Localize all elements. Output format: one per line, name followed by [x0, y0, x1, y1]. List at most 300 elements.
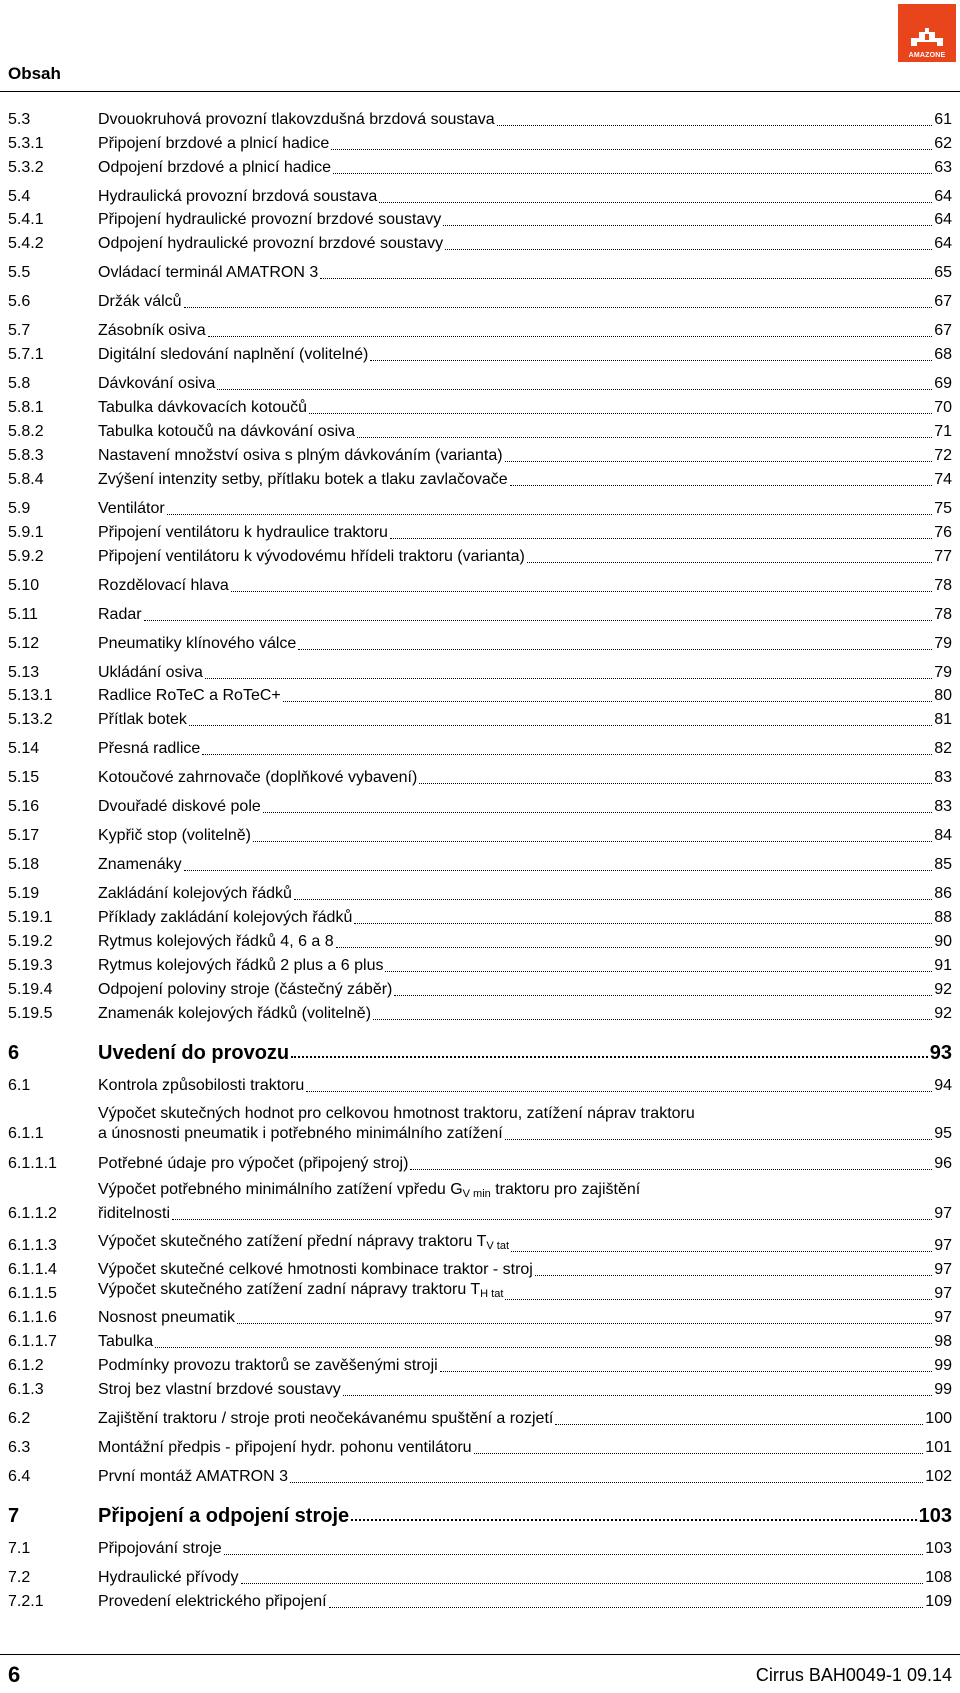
toc-entry-number: 5.16 — [8, 798, 40, 815]
toc-entry-number: 5.8.4 — [8, 471, 44, 488]
toc-entry[interactable] — [0, 1100, 960, 1144]
toc-entry-page: 81 — [934, 711, 952, 728]
toc-entry[interactable] — [0, 739, 960, 759]
toc-entry-page: 86 — [934, 885, 952, 902]
toc-entry-title-text: Připojení hydraulické provozní brzdové soustavy — [98, 211, 442, 228]
toc-entry-page: 62 — [934, 135, 952, 152]
toc-dot-leader — [385, 971, 932, 972]
toc-entry-title-text: Výpočet skutečného zatížení zadní nápravy traktoru T — [98, 1281, 481, 1298]
toc-entry-page: 64 — [934, 211, 952, 228]
toc-entry[interactable] — [0, 1380, 960, 1400]
toc-entry-page: 67 — [934, 322, 952, 339]
toc-dot-leader — [370, 360, 932, 361]
toc-entry-page: 67 — [934, 293, 952, 310]
toc-entry-page: 76 — [934, 524, 952, 541]
toc-entry-page: 68 — [934, 346, 952, 363]
toc-entry-title-text: Nosnost pneumatik — [98, 1309, 235, 1326]
toc-entry-title-text: Kotoučové zahrnovače (doplňkové vybavení) — [98, 769, 418, 786]
toc-entry[interactable] — [0, 1308, 960, 1328]
toc-entry[interactable] — [0, 234, 960, 254]
toc-entry-page: 95 — [934, 1125, 952, 1142]
toc-entry-number: 6.1.1.3 — [8, 1237, 57, 1254]
toc-entry[interactable] — [0, 576, 960, 596]
toc-entry-subscript: H tat — [480, 1288, 504, 1300]
toc-entry-title — [98, 1004, 371, 1024]
toc-entry[interactable] — [0, 263, 960, 283]
toc-entry-title — [98, 547, 525, 567]
toc-dot-leader — [189, 725, 932, 726]
toc-entry-number: 5.3.1 — [8, 135, 44, 152]
toc-dot-leader — [290, 1482, 923, 1483]
toc-entry-title-text: Dávkování osiva — [98, 375, 216, 392]
toc-entry-page: 78 — [934, 606, 952, 623]
toc-entry[interactable] — [0, 158, 960, 178]
toc-entry[interactable] — [0, 1004, 960, 1024]
toc-dot-leader — [443, 225, 932, 226]
toc-entry[interactable] — [0, 1592, 960, 1612]
toc-entry[interactable] — [0, 932, 960, 952]
toc-entry-page: 99 — [934, 1357, 952, 1374]
toc-entry-number: 6.1.1.4 — [8, 1261, 57, 1278]
toc-entry-page: 82 — [934, 740, 952, 757]
toc-entry-title-text: Zakládání kolejových řádků — [98, 885, 292, 902]
toc-entry[interactable] — [0, 1438, 960, 1458]
toc-entry-page: 79 — [934, 664, 952, 681]
toc-entry-page: 94 — [934, 1077, 952, 1094]
toc-entry-page: 97 — [934, 1237, 952, 1254]
toc-dot-leader — [309, 413, 932, 414]
toc-entry-title — [98, 470, 508, 490]
toc-entry-number: 6.1.1.2 — [8, 1205, 57, 1222]
toc-entry-number: 6 — [8, 1042, 20, 1064]
toc-entry-number: 5.17 — [8, 827, 40, 844]
toc-entry-page: 75 — [934, 500, 952, 517]
toc-entry-number: 6.4 — [8, 1468, 31, 1485]
toc-entry[interactable] — [0, 1467, 960, 1487]
toc-dot-leader — [336, 947, 933, 948]
toc-entry-number: 5.9.2 — [8, 548, 44, 565]
toc-entry-page: 63 — [934, 159, 952, 176]
toc-dot-leader — [241, 1583, 924, 1584]
toc-entry-number: 5.5 — [8, 264, 31, 281]
toc-dot-leader — [283, 701, 932, 702]
toc-entry-number: 5.11 — [8, 606, 38, 623]
toc-entry-title — [98, 1409, 553, 1429]
toc-entry[interactable] — [0, 956, 960, 976]
toc-entry[interactable] — [0, 1260, 960, 1280]
toc-entry-page: 64 — [934, 188, 952, 205]
toc-entry[interactable] — [0, 1180, 960, 1224]
toc-entry-title — [98, 686, 281, 706]
toc-entry-page: 101 — [925, 1439, 952, 1456]
toc-entry-title-text: Dvouřadé diskové pole — [98, 798, 261, 815]
toc-entry-title-text: Ovládací terminál AMATRON 3 — [98, 264, 319, 281]
toc-entry-title — [98, 826, 251, 846]
toc-entry-title — [98, 1280, 503, 1304]
toc-entry[interactable] — [0, 110, 960, 130]
toc-entry-number: 5.14 — [8, 740, 40, 757]
toc-entry[interactable] — [0, 605, 960, 625]
toc-entry-title — [98, 1506, 349, 1526]
toc-entry-number: 5.10 — [8, 577, 40, 594]
toc-entry-title-text: Pneumatiky klínového válce — [98, 635, 297, 652]
toc-entry-title — [98, 1380, 341, 1400]
toc-dot-leader — [497, 125, 933, 126]
toc-entry-title — [98, 263, 318, 283]
toc-entry-number: 5.8 — [8, 375, 31, 392]
toc-entry[interactable] — [0, 398, 960, 418]
toc-entry[interactable] — [0, 855, 960, 875]
toc-entry-title-text: Stroj bez vlastní brzdové soustavy — [98, 1381, 341, 1398]
toc-entry-title — [98, 739, 200, 759]
toc-entry-title-text: Potřebné údaje pro výpočet (připojený stroj) — [98, 1155, 409, 1172]
toc-entry[interactable] — [0, 321, 960, 341]
toc-entry-number: 6.1.2 — [8, 1357, 44, 1374]
toc-entry-number: 5.12 — [8, 635, 40, 652]
toc-entry-page: 96 — [934, 1155, 952, 1172]
amazone-logo — [898, 4, 956, 62]
toc-entry-title — [98, 797, 261, 817]
toc-entry-number: 5.15 — [8, 769, 40, 786]
toc-entry-title — [98, 1438, 472, 1458]
section-title: Obsah — [8, 64, 61, 83]
toc-entry-title-line1: Výpočet skutečných hodnot pro celkovou hmotnost traktoru, zatížení náprav traktoru — [98, 1105, 695, 1122]
toc-entry-title-text: Příklady zakládání kolejových řádků — [98, 909, 353, 926]
toc-dot-leader — [298, 649, 932, 650]
toc-entry-page: 97 — [934, 1205, 952, 1222]
toc-entry[interactable] — [0, 710, 960, 730]
toc-entry-title — [98, 1308, 235, 1328]
toc-entry[interactable] — [0, 768, 960, 788]
toc-dot-leader — [155, 1347, 932, 1348]
toc-dot-leader — [167, 514, 932, 515]
toc-entry-number: 5.8.1 — [8, 399, 44, 416]
toc-entry-title-text: Výpočet skutečné celkové hmotnosti kombinace traktor - stroj — [98, 1261, 533, 1278]
toc-entry-number: 6.1.1.7 — [8, 1333, 57, 1350]
toc-entry-title — [98, 187, 377, 207]
toc-dot-leader — [320, 278, 932, 279]
toc-entry-title — [98, 110, 495, 130]
toc-entry-number: 5.3.2 — [8, 159, 44, 176]
toc-entry-title — [98, 1260, 533, 1280]
toc-entry-page: 77 — [934, 548, 952, 565]
toc-entry-number: 5.4.2 — [8, 235, 44, 252]
toc-entry-title — [98, 523, 388, 543]
toc-entry-title — [98, 1154, 408, 1174]
toc-dot-leader — [505, 1139, 933, 1140]
toc-entry-page: 80 — [934, 687, 952, 704]
toc-entry[interactable] — [0, 446, 960, 466]
toc-entry-subscript: V min — [462, 1188, 491, 1200]
toc-dot-leader — [527, 562, 932, 563]
toc-entry-title-text: Radlice RoTeC a RoTeC+ — [98, 687, 281, 704]
toc-entry-number: 5.7 — [8, 322, 31, 339]
toc-entry[interactable] — [0, 1037, 960, 1063]
toc-entry-number: 5.19.2 — [8, 933, 53, 950]
toc-entry-page: 93 — [929, 1042, 952, 1064]
toc-entry-title — [98, 398, 307, 418]
toc-entry-title — [98, 855, 182, 875]
toc-entry-title-text: Tabulka — [98, 1333, 154, 1350]
toc-entry[interactable] — [0, 1281, 960, 1304]
toc-entry-title — [98, 932, 334, 952]
toc-entry-title — [98, 234, 443, 254]
toc-entry-page: 92 — [934, 981, 952, 998]
toc-dot-leader — [144, 620, 933, 621]
toc-entry[interactable] — [0, 797, 960, 817]
toc-entry-page: 84 — [934, 827, 952, 844]
toc-entry-title — [98, 422, 355, 442]
footer-divider — [0, 1654, 960, 1655]
toc-entry-title-text: Ukládání osiva — [98, 664, 203, 681]
toc-entry-title-text: Zajištění traktoru / stroje proti neočekávanému spuštění a rozjetí — [98, 1410, 554, 1427]
toc-dot-leader — [184, 307, 933, 308]
toc-dot-leader — [354, 923, 932, 924]
toc-entry-page: 103 — [918, 1505, 952, 1527]
toc-entry-title-text: Dvouokruhová provozní tlakovzdušná brzdová soustava — [98, 111, 495, 128]
toc-entry-number: 5.8.2 — [8, 423, 44, 440]
toc-entry-title-text: Radar — [98, 606, 142, 623]
toc-entry-number: 5.13.1 — [8, 687, 53, 704]
toc-entry-page: 71 — [934, 423, 952, 440]
toc-entry-title — [98, 210, 441, 230]
toc-entry[interactable] — [0, 826, 960, 846]
toc-dot-leader — [445, 249, 932, 250]
toc-entry-page: 83 — [934, 798, 952, 815]
toc-entry-title — [98, 345, 368, 365]
toc-entry-title — [98, 1043, 289, 1063]
toc-dot-leader — [291, 1056, 928, 1058]
toc-entry[interactable] — [0, 1568, 960, 1588]
toc-entry-number: 5.19.4 — [8, 981, 53, 998]
toc-entry-title-text: Znamenák kolejových řádků (volitelně) — [98, 1005, 372, 1022]
toc-entry-title-text: Znamenáky — [98, 856, 182, 873]
toc-entry-title-text: Podmínky provozu traktorů se zavěšenými stroji — [98, 1357, 438, 1374]
toc-entry-title — [98, 908, 352, 928]
toc-entry-title-text: Tabulka kotoučů na dávkování osiva — [98, 423, 356, 440]
toc-entry-title — [98, 321, 206, 341]
toc-entry-title — [98, 605, 142, 625]
toc-entry-page: 70 — [934, 399, 952, 416]
toc-entry-title — [98, 634, 296, 654]
toc-dot-leader — [373, 1019, 932, 1020]
toc-entry-number: 5.13 — [8, 664, 40, 681]
toc-dot-leader — [440, 1371, 933, 1372]
toc-entry-title-text: Přítlak botek — [98, 711, 187, 728]
toc-dot-leader — [329, 1607, 924, 1608]
toc-entry-number: 7.2.1 — [8, 1593, 44, 1610]
toc-entry-page: 97 — [934, 1309, 952, 1326]
toc-entry-title-text: Kypřič stop (volitelně) — [98, 827, 251, 844]
toc-dot-leader — [184, 870, 933, 871]
toc-entry-page: 103 — [925, 1540, 952, 1557]
toc-entry[interactable] — [0, 663, 960, 683]
toc-entry-title — [98, 1356, 438, 1376]
toc-entry[interactable] — [0, 210, 960, 230]
toc-entry-title-line1: Výpočet potřebného minimálního zatížení vpředu G — [98, 1181, 463, 1198]
toc-entry[interactable] — [0, 1154, 960, 1174]
toc-entry-page: 83 — [934, 769, 952, 786]
toc-dot-leader — [505, 1299, 932, 1300]
toc-entry-page: 98 — [934, 1333, 952, 1350]
toc-entry[interactable] — [0, 1500, 960, 1526]
toc-dot-leader — [410, 1169, 932, 1170]
toc-entry[interactable] — [0, 1409, 960, 1429]
toc-entry[interactable] — [0, 884, 960, 904]
toc-entry[interactable] — [0, 523, 960, 543]
toc-dot-leader — [351, 1519, 916, 1521]
toc-entry-title-text: řiditelnosti — [98, 1205, 171, 1222]
toc-entry-title-text: Připojení ventilátoru k hydraulice traktoru — [98, 524, 388, 541]
toc-entry[interactable] — [0, 187, 960, 207]
toc-entry-title-text: Výpočet skutečného zatížení přední nápravy traktoru T — [98, 1233, 487, 1250]
toc-entry-title — [98, 374, 215, 394]
toc-entry-title — [98, 1124, 503, 1144]
toc-entry-title-text: Tabulka dávkovacích kotoučů — [98, 399, 308, 416]
toc-dot-leader — [343, 1395, 932, 1396]
toc-entry[interactable] — [0, 1332, 960, 1352]
toc-dot-leader — [224, 1554, 924, 1555]
toc-entry-page: 102 — [925, 1468, 952, 1485]
toc-entry-page: 61 — [934, 111, 952, 128]
toc-entry-title — [98, 710, 187, 730]
toc-dot-leader — [474, 1453, 924, 1454]
toc-entry-title-text: Přesná radlice — [98, 740, 201, 757]
toc-dot-leader — [172, 1219, 932, 1220]
toc-entry[interactable] — [0, 686, 960, 706]
toc-entry[interactable] — [0, 1356, 960, 1376]
toc-entry-number: 7.1 — [8, 1540, 31, 1557]
toc-entry[interactable] — [0, 345, 960, 365]
toc-dot-leader — [263, 812, 932, 813]
toc-entry-number: 5.8.3 — [8, 447, 44, 464]
toc-entry-number: 5.19.1 — [8, 909, 53, 926]
toc-entry-title-text: Kontrola způsobilosti traktoru — [98, 1077, 305, 1094]
toc-entry-page: 109 — [925, 1593, 952, 1610]
toc-entry-title — [98, 158, 331, 178]
toc-dot-leader — [205, 678, 932, 679]
toc-entry-page: 88 — [934, 909, 952, 926]
toc-entry[interactable] — [0, 1076, 960, 1096]
toc-entry-page: 64 — [934, 235, 952, 252]
toc-dot-leader — [379, 202, 932, 203]
toc-entry-title — [98, 1539, 222, 1559]
toc-entry-number: 6.1 — [8, 1077, 31, 1094]
toc-entry-title — [98, 884, 292, 904]
toc-entry-number: 5.19.5 — [8, 1005, 53, 1022]
toc-entry[interactable] — [0, 908, 960, 928]
toc-entry-title-text: Nastavení množství osiva s plným dávkováním (varianta) — [98, 447, 503, 464]
toc-entry-title-text: Zásobník osiva — [98, 322, 206, 339]
toc-entry-title-text: Provedení elektrického připojení — [98, 1593, 327, 1610]
toc-entry[interactable] — [0, 634, 960, 654]
toc-entry-title — [98, 1332, 153, 1352]
toc-entry-number: 6.3 — [8, 1439, 31, 1456]
toc-dot-leader — [394, 995, 932, 996]
toc-entry-page: 74 — [934, 471, 952, 488]
toc-entry-number: 5.4 — [8, 188, 31, 205]
toc-entry[interactable] — [0, 470, 960, 490]
toc-entry-title — [98, 1076, 304, 1096]
page-number: 6 — [8, 1662, 21, 1687]
toc-entry-title-text: Odpojení brzdové a plnicí hadice — [98, 159, 332, 176]
toc-entry-number: 5.13.2 — [8, 711, 53, 728]
toc-entry-page: 78 — [934, 577, 952, 594]
toc-entry-title-text: Hydraulické přívody — [98, 1569, 239, 1586]
toc-dot-leader — [231, 591, 932, 592]
toc-dot-leader — [510, 485, 933, 486]
toc-entry-title — [98, 1592, 327, 1612]
toc-entry-page: 72 — [934, 447, 952, 464]
toc-entry[interactable] — [0, 292, 960, 312]
toc-entry[interactable] — [0, 374, 960, 394]
toc-entry-title-text: Odpojení hydraulické provozní brzdové soustavy — [98, 235, 444, 252]
toc-entry-number: 5.3 — [8, 111, 31, 128]
toc-entry-title — [98, 768, 417, 788]
toc-entry[interactable] — [0, 134, 960, 154]
toc-entry-title-text: Zvýšení intenzity setby, přítlaku botek a tlaku zavlačovače — [98, 471, 508, 488]
toc-entry[interactable] — [0, 1233, 960, 1256]
toc-entry-page: 91 — [934, 957, 952, 974]
toc-dot-leader — [357, 437, 932, 438]
toc-entry-title-text: Uvedení do provozu — [98, 1042, 290, 1064]
toc-entry-title-text: Ventilátor — [98, 500, 165, 517]
toc-entry-title — [98, 1232, 509, 1256]
toc-entry-page: 97 — [934, 1261, 952, 1278]
toc-entry[interactable] — [0, 1539, 960, 1559]
toc-entry-title-text: Rytmus kolejových řádků 4, 6 a 8 — [98, 933, 334, 950]
toc-entry-page: 90 — [934, 933, 952, 950]
toc-dot-leader — [294, 899, 932, 900]
toc-entry-page: 65 — [934, 264, 952, 281]
toc-entry-number: 6.2 — [8, 1410, 31, 1427]
toc-entry-title — [98, 134, 329, 154]
toc-dot-leader — [390, 538, 932, 539]
toc-entry-title — [98, 576, 229, 596]
toc-entry-title-line1-tail: traktoru pro zajištění — [490, 1181, 641, 1198]
toc-entry-page: 108 — [925, 1569, 952, 1586]
toc-entry-title — [98, 1204, 170, 1224]
toc-entry-number: 5.9 — [8, 500, 31, 517]
toc-entry-title-text: Připojení brzdové a plnicí hadice — [98, 135, 330, 152]
toc-entry-title-text: Připojení a odpojení stroje — [98, 1505, 350, 1527]
toc-dot-leader — [306, 1091, 932, 1092]
toc-dot-leader — [333, 173, 932, 174]
toc-entry-title — [98, 292, 182, 312]
toc-entry-title-text: Připojení ventilátoru k vývodovému hřídeli traktoru (varianta) — [98, 548, 525, 565]
toc-dot-leader — [208, 336, 933, 337]
toc-entry-number: 6.1.1.1 — [8, 1155, 57, 1172]
toc-entry-number: 5.18 — [8, 856, 40, 873]
toc-dot-leader — [237, 1323, 932, 1324]
toc-entry-title-text: Rytmus kolejových řádků 2 plus a 6 plus — [98, 957, 384, 974]
toc-entry-title-text: Držák válců — [98, 293, 182, 310]
toc-dot-leader — [202, 754, 932, 755]
toc-entry[interactable] — [0, 499, 960, 519]
toc-entry[interactable] — [0, 422, 960, 442]
toc-entry-title-text: Digitální sledování naplnění (volitelné) — [98, 346, 369, 363]
toc-entry-page: 100 — [925, 1410, 952, 1427]
toc-entry-number: 6.1.1.6 — [8, 1309, 57, 1326]
toc-entry[interactable] — [0, 547, 960, 567]
toc-dot-leader — [505, 461, 933, 462]
toc-entry-number: 5.6 — [8, 293, 31, 310]
toc-dot-leader — [253, 841, 932, 842]
toc-entry-title-text: Připojování stroje — [98, 1540, 222, 1557]
toc-dot-leader — [331, 149, 932, 150]
toc-entry[interactable] — [0, 980, 960, 1000]
toc-entry-page: 69 — [934, 375, 952, 392]
